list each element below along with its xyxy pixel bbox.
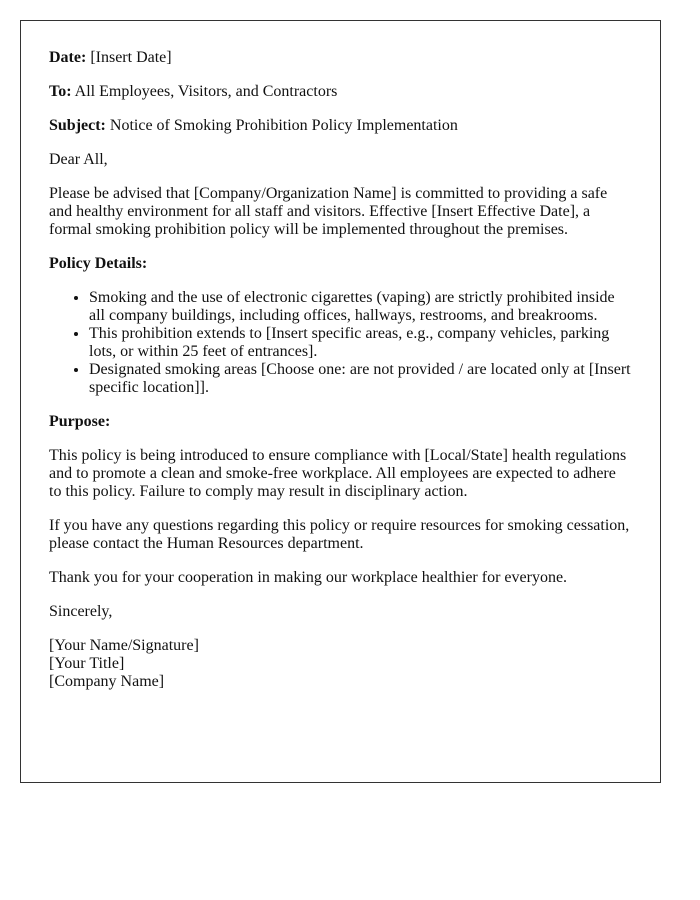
signature-company: [Company Name] xyxy=(49,673,165,690)
policy-details-list xyxy=(49,289,632,397)
subject-label: Subject: xyxy=(49,117,106,134)
to-value: All Employees, Visitors, and Contractors xyxy=(74,83,338,100)
signature-name: [Your Name/Signature] xyxy=(49,637,199,654)
purpose-paragraph: This policy is being introduced to ensure compliance with [Local/State] health regulations and to promote a clean and smoke-free workplace. All employees are expected to adhere to this policy. Failure to comply may result in disciplinary action. xyxy=(49,447,627,500)
letter-document xyxy=(20,20,661,783)
to-line xyxy=(49,83,632,101)
questions-paragraph: If you have any questions regarding this policy or require resources for smoking cessation, please contact the Human Resources department. xyxy=(49,517,630,552)
policy-item: • This prohibition extends to [Insert specific areas, e.g., company vehicles, parking lots, or within 25 feet of entrances]. xyxy=(89,325,632,361)
purpose-heading: Purpose: xyxy=(49,413,111,430)
policy-item: • Smoking and the use of electronic cigarettes (vaping) are strictly prohibited inside all company buildings, including offices, hallways, restrooms, and breakrooms. xyxy=(89,289,632,325)
policy-details-heading: Policy Details: xyxy=(49,255,148,272)
intro-paragraph: Please be advised that [Company/Organization Name] is committed to providing a safe and healthy environment for all staff and visitors. Effective [Insert Effective Date], a formal smoking prohibition policy will be implemented throughout the premises. xyxy=(49,185,608,238)
policy-item: • Designated smoking areas [Choose one: are not provided / are located only at [Insert specific location]]. xyxy=(89,361,632,397)
salutation: Dear All, xyxy=(49,151,108,168)
signature-title: [Your Title] xyxy=(49,655,125,672)
to-label: To: xyxy=(49,83,72,100)
date-value: [Insert Date] xyxy=(90,49,172,66)
thanks-paragraph: Thank you for your cooperation in making our workplace healthier for everyone. xyxy=(49,569,568,586)
subject-value: Notice of Smoking Prohibition Policy Implementation xyxy=(109,117,458,134)
date-label: Date: xyxy=(49,49,87,66)
closing: Sincerely, xyxy=(49,603,113,620)
signature-block xyxy=(49,637,632,691)
date-line xyxy=(49,49,632,67)
subject-line xyxy=(49,117,632,135)
